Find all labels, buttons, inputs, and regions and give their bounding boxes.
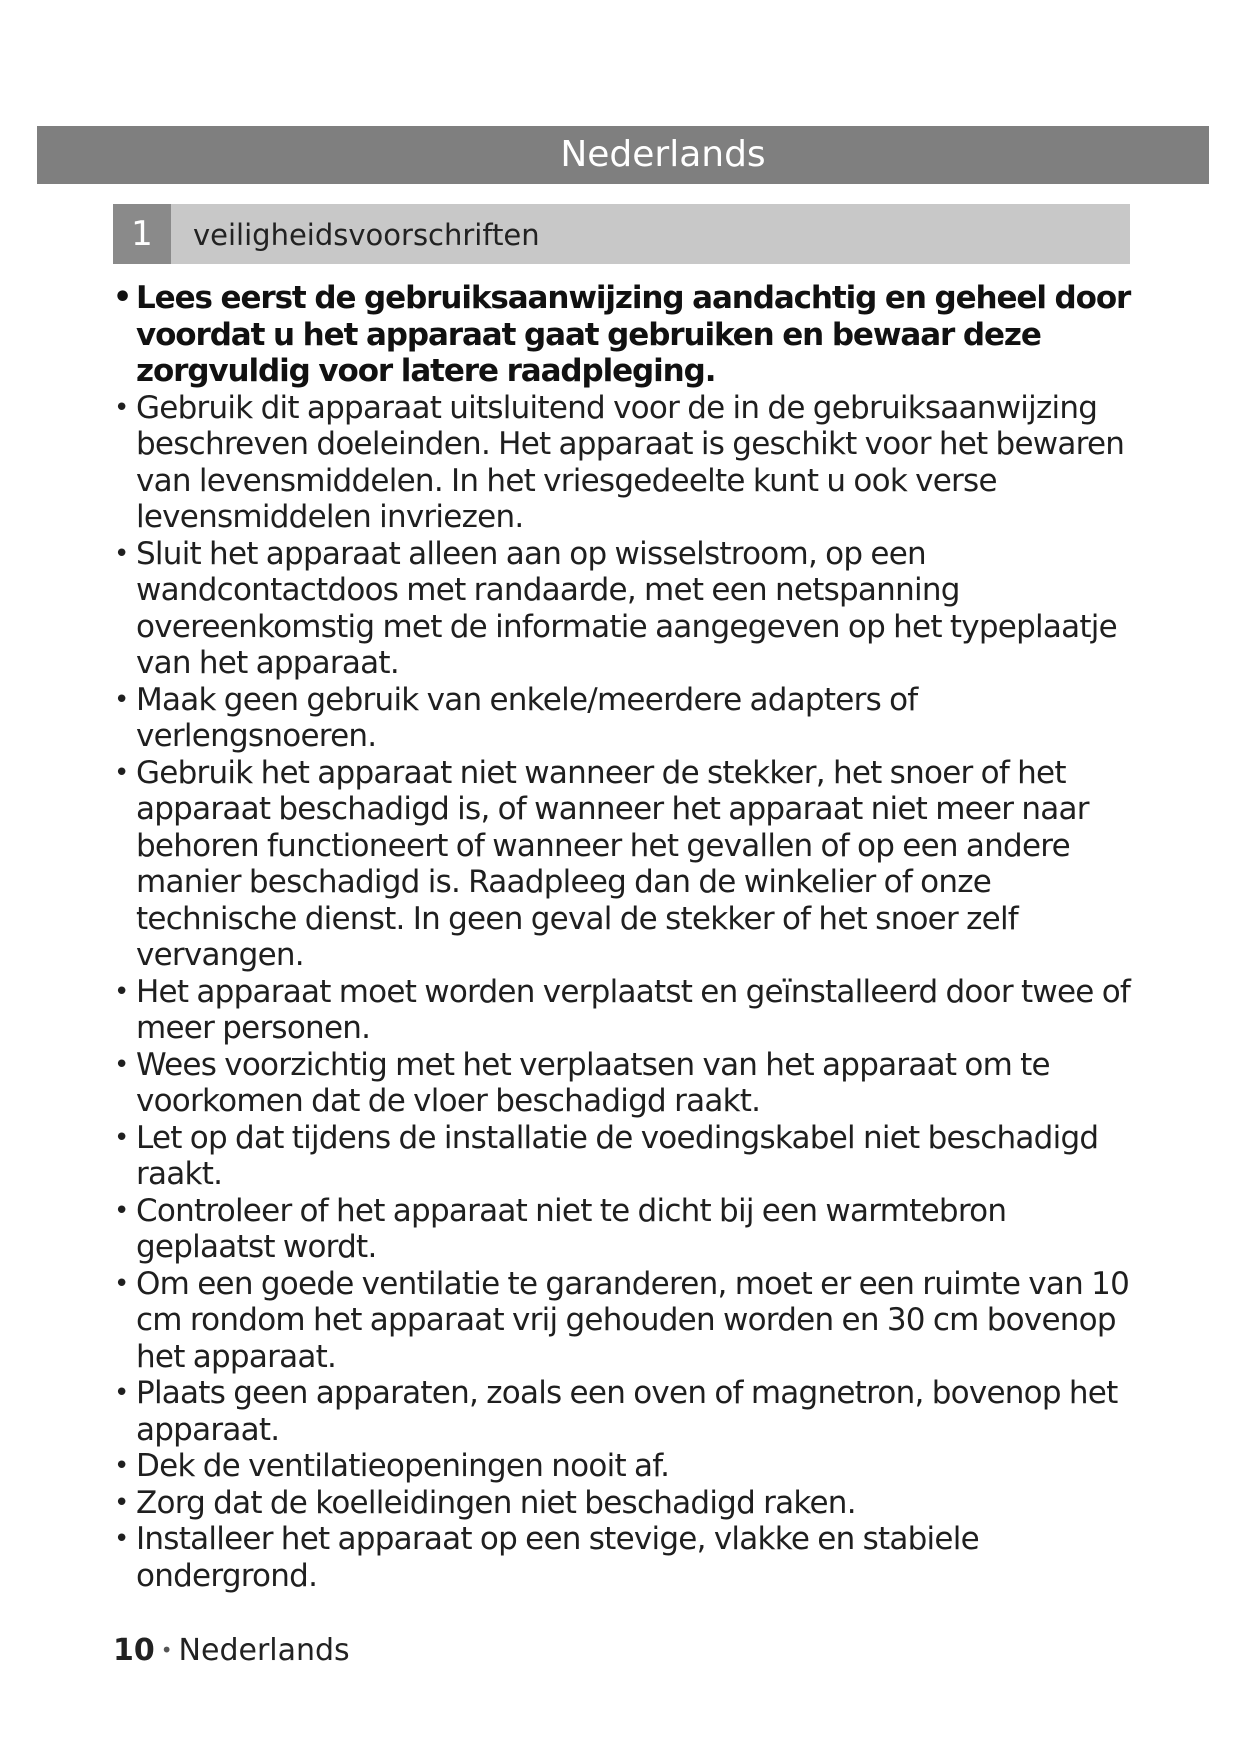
bullet-icon: • xyxy=(114,1195,129,1226)
list-item xyxy=(113,536,1143,682)
bullet-icon: • xyxy=(114,1049,129,1080)
section-title: veiligheidsvoorschriften xyxy=(193,218,540,252)
footer-separator: • xyxy=(160,1638,173,1662)
list-item-text: Gebruik dit apparaat uitsluitend voor de in de gebruiksaanwijzing beschreven doeleinden. Het apparaat is geschikt voor het bewaren van levensmiddelen. In het vriesgedeelte kunt u ook verse levensmiddelen invriezen. xyxy=(136,389,1125,535)
bullet-icon: • xyxy=(114,392,129,423)
list-item-text: Sluit het apparaat alleen aan op wisselstroom, op een wandcontactdoos met randaarde, met een netspanning overeenkomstig met de informatie aangegeven op het typeplaatje van het apparaat. xyxy=(136,535,1117,681)
bullet-icon: • xyxy=(113,280,132,315)
section-header xyxy=(113,204,1130,264)
list-item xyxy=(113,1521,1143,1594)
list-item xyxy=(113,1485,1143,1522)
list-item-text: Let op dat tijdens de installatie de voedingskabel niet beschadigd raakt. xyxy=(136,1119,1099,1192)
list-item xyxy=(113,1266,1143,1376)
bullet-icon: • xyxy=(114,757,129,788)
footer-language: Nederlands xyxy=(178,1633,350,1668)
bullet-icon: • xyxy=(114,1268,129,1299)
page-number: 10 xyxy=(113,1633,155,1668)
list-item-text: Zorg dat de koelleidingen niet beschadigd raken. xyxy=(136,1484,856,1521)
list-item-text: Maak geen gebruik van enkele/meerdere adapters of verlengsnoeren. xyxy=(136,681,918,754)
list-item xyxy=(113,280,1143,390)
language-header-label: Nederlands xyxy=(560,134,766,175)
list-item-text: Dek de ventilatieopeningen nooit af. xyxy=(136,1448,670,1484)
list-item-text: Controleer of het apparaat niet te dicht bij een warmtebron geplaatst wordt. xyxy=(136,1192,1007,1265)
list-item xyxy=(113,1193,1143,1266)
bullet-icon: • xyxy=(114,1378,129,1408)
bullet-icon: • xyxy=(114,1487,129,1518)
list-item-text: Plaats geen apparaten, zoals een oven of magnetron, bovenop het apparaat. xyxy=(136,1375,1118,1448)
list-item xyxy=(113,755,1143,974)
list-item-text: Installeer het apparaat op een stevige, vlakke en stabiele ondergrond. xyxy=(136,1521,979,1594)
list-item xyxy=(113,390,1143,536)
bullet-icon: • xyxy=(114,1122,129,1153)
bullet-icon: • xyxy=(114,684,129,715)
list-item xyxy=(113,1120,1143,1193)
list-item xyxy=(113,682,1143,755)
list-item xyxy=(113,1448,1143,1485)
list-item xyxy=(113,1047,1143,1120)
page-footer xyxy=(113,1630,350,1671)
list-item-text: Gebruik het apparaat niet wanneer de stekker, het snoer of het apparaat beschadigd is, of wanneer het apparaat niet meer naar behoren functioneert of wanneer het gevallen of op een andere manier beschadigd is. Raadpleeg dan de winkelier of onze technische dienst. In geen geval de stekker of het snoer zelf vervangen. xyxy=(136,754,1089,973)
bullet-icon: • xyxy=(114,1524,129,1554)
list-item-text: Lees eerst de gebruiksaanwijzing aandachtig en geheel door voordat u het apparaat gaat gebruiken en bewaar deze zorgvuldig voor latere raadpleging. xyxy=(136,280,1131,389)
section-number: 1 xyxy=(113,204,171,264)
list-item-text: Het apparaat moet worden verplaatst en geïnstalleerd door twee of meer personen. xyxy=(136,973,1131,1046)
language-header xyxy=(37,126,1209,184)
bullet-icon: • xyxy=(114,1451,129,1481)
safety-instructions-list xyxy=(113,280,1143,1594)
list-item-text: Wees voorzichtig met het verplaatsen van het apparaat om te voorkomen dat de vloer beschadigd raakt. xyxy=(136,1046,1050,1119)
bullet-icon: • xyxy=(114,976,129,1007)
bullet-icon: • xyxy=(114,538,129,569)
list-item-text: Om een goede ventilatie te garanderen, moet er een ruimte van 10 cm rondom het apparaat vrij gehouden worden en 30 cm bovenop het apparaat. xyxy=(136,1265,1130,1375)
list-item xyxy=(113,1375,1143,1448)
list-item xyxy=(113,974,1143,1047)
